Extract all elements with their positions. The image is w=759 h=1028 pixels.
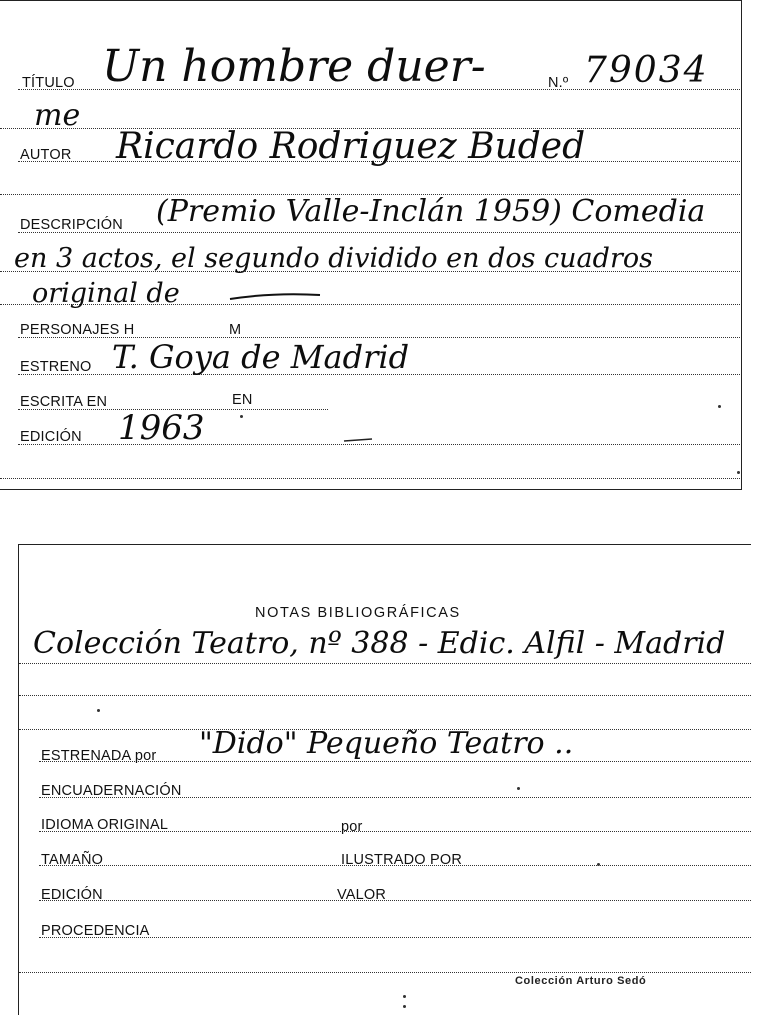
rule-notas-2 (19, 695, 751, 696)
titulo-value-cont: me (34, 98, 81, 133)
escrita-label: ESCRITA EN (20, 394, 108, 410)
estreno-value: T. Goya de Madrid (112, 338, 410, 376)
autor-value: Ricardo Rodriguez Buded (116, 126, 586, 167)
rule-notas-1 (19, 663, 751, 664)
collection-stamp: Colección Arturo Sedó (515, 975, 647, 987)
personajes-label: PERSONAJES H (20, 322, 135, 338)
speck (403, 1005, 406, 1008)
speck (403, 995, 406, 998)
edicion-label: EDICIÓN (20, 429, 82, 445)
edicion-value: 1963 (118, 408, 205, 448)
rule-final (19, 972, 751, 973)
valor-label: VALOR (337, 887, 387, 903)
estreno-label: ESTRENO (20, 359, 92, 375)
speck (597, 863, 600, 866)
por-label: por (341, 819, 363, 835)
notas-heading: NOTAS BIBLIOGRÁFICAS (255, 605, 461, 621)
personajes-m-label: M (229, 322, 242, 338)
descripcion-label: DESCRIPCIÓN (20, 217, 123, 233)
notas-value: Colección Teatro, nº 388 - Edic. Alfil - Madrid (33, 626, 726, 661)
idioma-label: IDIOMA ORIGINAL (41, 817, 169, 833)
catalog-card-front (0, 0, 742, 490)
titulo-label: TÍTULO (22, 75, 75, 91)
estrenada-value: "Dido" Pequeño Teatro .. (199, 726, 574, 761)
descripcion-line-2: en 3 actos, el segundo dividido en dos cuadros (14, 243, 653, 274)
speck (718, 405, 721, 408)
estrenada-label: ESTRENADA por (41, 748, 157, 764)
tamano-label: TAMAÑO (41, 852, 104, 868)
catalog-card-back (18, 544, 751, 1015)
numero-value: 79034 (584, 50, 709, 91)
stray-mark (342, 433, 382, 447)
speck (240, 415, 243, 418)
rule-descripcion (18, 232, 740, 233)
descripcion-line-1: (Premio Valle-Inclán 1959) Comedia (156, 194, 706, 229)
speck (97, 709, 100, 712)
speck (737, 471, 740, 474)
titulo-value: Un hombre duer- (102, 41, 486, 92)
escrita-en-label: EN (232, 392, 253, 408)
rule-edicion-b (39, 900, 751, 901)
autor-label: AUTOR (20, 147, 72, 163)
speck (517, 787, 520, 790)
descripcion-line-3: original de (32, 278, 180, 309)
rule-bottom (0, 478, 740, 479)
procedencia-label: PROCEDENCIA (41, 923, 150, 939)
edicion-label-b: EDICIÓN (41, 887, 103, 903)
ilustrado-label: ILUSTRADO POR (341, 852, 463, 868)
descripcion-dash (226, 287, 326, 307)
encuadernacion-label: ENCUADERNACIÓN (41, 783, 182, 799)
numero-label: N.º (548, 75, 569, 91)
